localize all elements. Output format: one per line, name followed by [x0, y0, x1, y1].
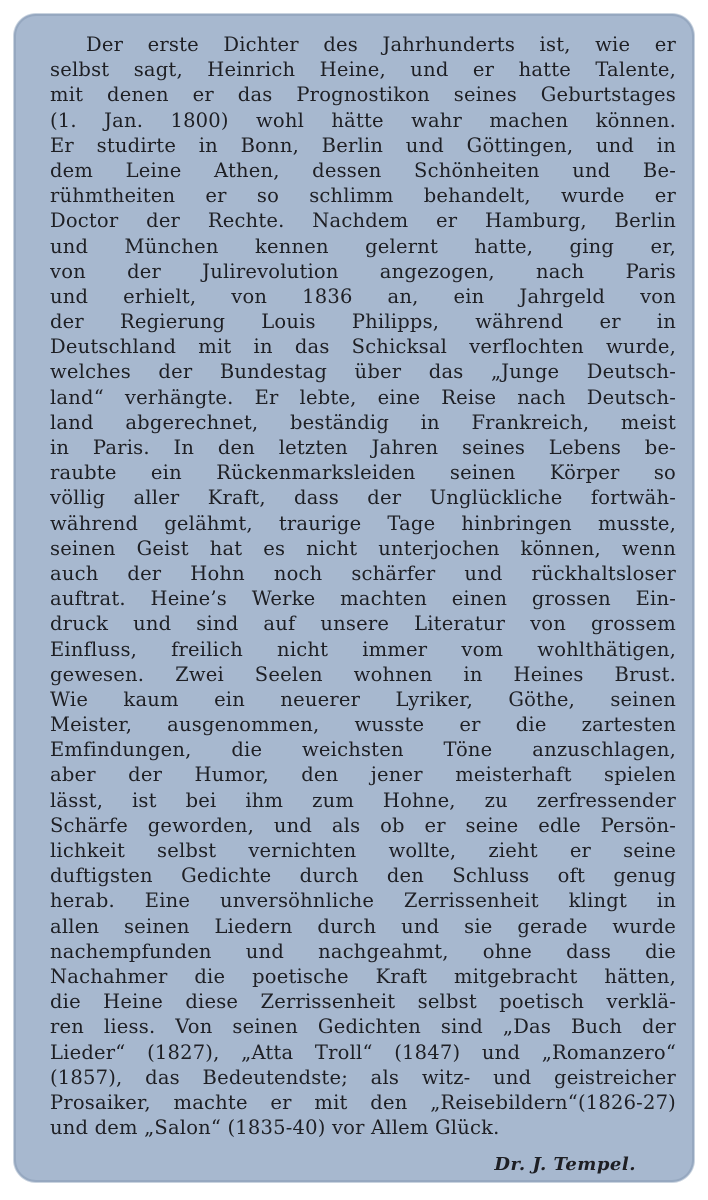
text-line: Einfluss, freilich nicht immer vom wohlthätigen,	[50, 637, 676, 661]
text-line: während gelähmt, traurige Tage hinbringen musste,	[50, 511, 676, 535]
text-line: und erhielt, von 1836 an, ein Jahrgeld von	[50, 284, 676, 308]
text-line: Lieder“ (1827), „Atta Troll“ (1847) und „Romanzero“	[50, 1040, 676, 1064]
text-line: auftrat. Heine’s Werke machten einen grossen Ein-	[50, 587, 676, 611]
text-line: Doctor der Rechte. Nachdem er Hamburg, Berlin	[50, 209, 676, 233]
biography-text	[50, 32, 676, 1140]
text-line: druck und sind auf unsere Literatur von grossem	[50, 612, 676, 636]
text-line: Nachahmer die poetische Kraft mitgebracht hätten,	[50, 964, 676, 988]
text-line: Schärfe geworden, und als ob er seine edle Persön-	[50, 813, 676, 837]
text-line: welches der Bundestag über das „Junge Deutsch-	[50, 360, 676, 384]
text-line: seinen Geist hat es nicht unterjochen können, wenn	[50, 536, 676, 560]
text-line: raubte ein Rückenmarksleiden seinen Körper so	[50, 461, 676, 485]
text-line: Deutschland mit in das Schicksal verflochten wurde,	[50, 335, 676, 359]
blue-text-card	[14, 14, 694, 1182]
author-signature: Dr. J. Tempel.	[494, 1154, 636, 1175]
text-line: und München kennen gelernt hatte, ging er,	[50, 234, 676, 258]
text-line: land“ verhängte. Er lebte, eine Reise nach Deutsch-	[50, 385, 676, 409]
text-line: der Regierung Louis Philipps, während er in	[50, 310, 676, 334]
text-line: dem Leine Athen, dessen Schönheiten und Be-	[50, 158, 676, 182]
text-line: lässt, ist bei ihm zum Hohne, zu zerfressender	[50, 788, 676, 812]
text-line: rühmtheiten er so schlimm behandelt, wurde er	[50, 184, 676, 208]
text-line: und dem „Salon“ (1835-40) vor Allem Glück.	[50, 1116, 500, 1140]
text-line: Der erste Dichter des Jahrhunderts ist, wie er	[86, 33, 676, 56]
text-line: aber der Humor, den jener meisterhaft spielen	[50, 763, 676, 787]
text-line: in Paris. In den letzten Jahren seines Lebens be-	[50, 436, 676, 459]
text-line: Wie kaum ein neuerer Lyriker, Göthe, seinen	[50, 687, 676, 711]
text-line: auch der Hohn noch schärfer und rückhaltsloser	[50, 561, 676, 585]
text-line: völlig aller Kraft, dass der Unglückliche fortwäh-	[50, 486, 676, 510]
text-line: mit denen er das Prognostikon seines Geburtstages	[50, 83, 676, 107]
text-line: gewesen. Zwei Seelen wohnen in Heines Brust.	[50, 662, 676, 686]
text-line: selbst sagt, Heinrich Heine, und er hatte Talente,	[50, 58, 676, 82]
text-line: Prosaiker, machte er mit den „Reisebildern“(1826-27)	[50, 1090, 676, 1114]
text-line: Emfindungen, die weichsten Töne anzuschlagen,	[50, 738, 676, 762]
text-line: (1857), das Bedeutendste; als witz- und geistreicher	[50, 1065, 676, 1089]
text-line: herab. Eine unversöhnliche Zerrissenheit klingt in	[50, 889, 676, 913]
text-line: land abgerechnet, beständig in Frankreich, meist	[50, 410, 676, 434]
text-line: (1. Jan. 1800) wohl hätte wahr machen können.	[50, 108, 676, 132]
text-line: von der Julirevolution angezogen, nach Paris	[50, 259, 676, 283]
text-line: allen seinen Liedern durch und sie gerade wurde	[50, 914, 676, 938]
text-line: duftigsten Gedichte durch den Schluss oft genug	[50, 864, 676, 888]
text-line: lichkeit selbst vernichten wollte, zieht er seine	[50, 839, 676, 862]
text-line: die Heine diese Zerrissenheit selbst poetisch verklä-	[50, 990, 676, 1014]
text-line: nachempfunden und nachgeahmt, ohne dass die	[50, 939, 676, 963]
text-line: Meister, ausgenommen, wusste er die zartesten	[50, 713, 676, 737]
text-line: Er studirte in Bonn, Berlin und Göttingen, und in	[50, 133, 676, 157]
text-line: ren liess. Von seinen Gedichten sind „Das Buch der	[50, 1015, 676, 1039]
